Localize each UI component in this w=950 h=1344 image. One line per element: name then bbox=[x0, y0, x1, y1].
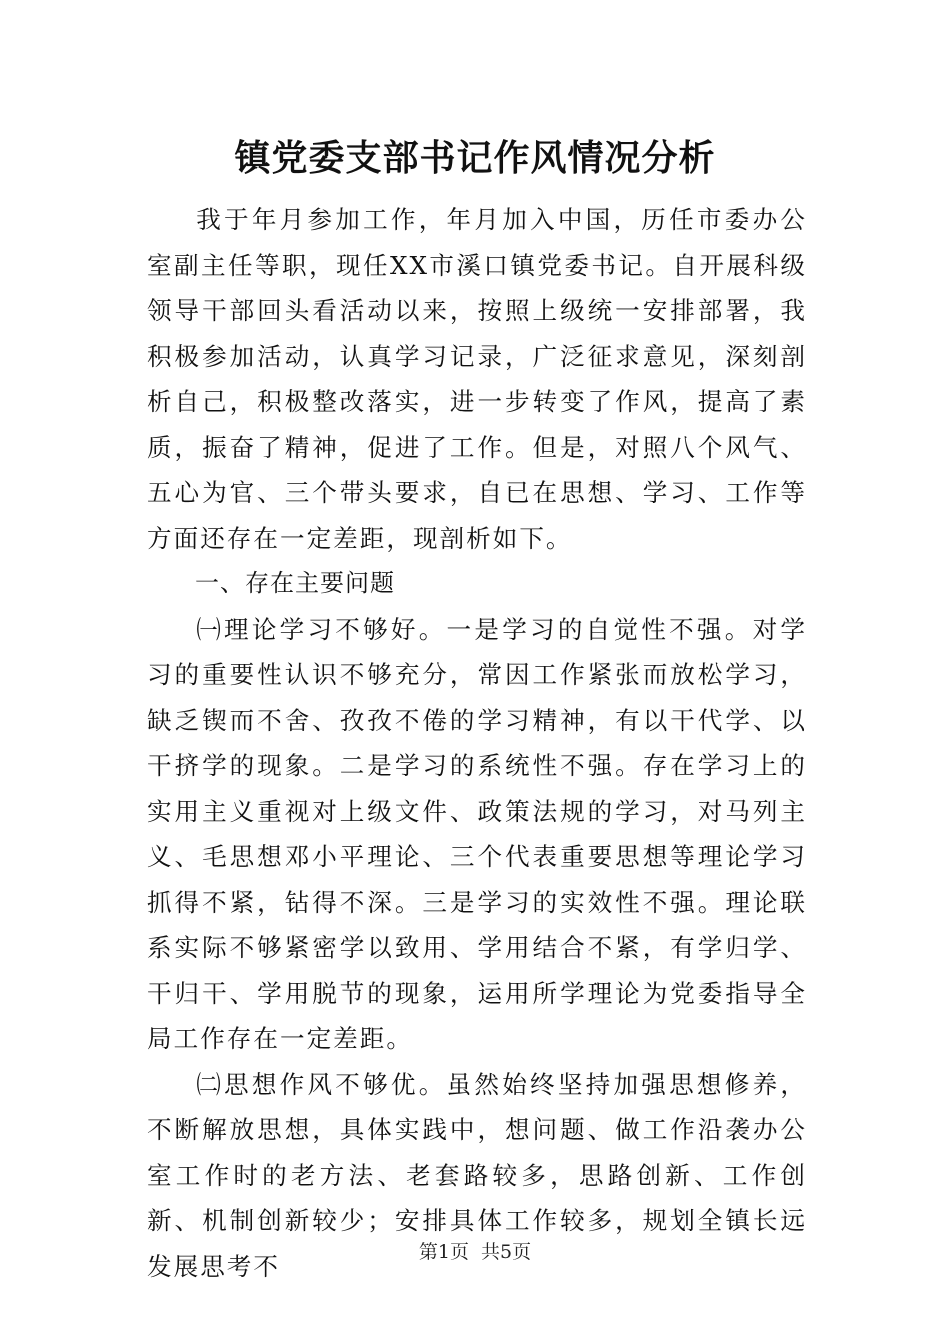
intro-paragraph: 我于年月参加工作，年月加入中国，历任市委办公室副主任等职，现任XX市溪口镇党委书记。自开展科级领导干部回头看活动以来，按照上级统一安排部署，我积极参加活动，认真学习记录，广泛征求意见，深刻剖析自己，积极整改落实，进一步转变了作风，提高了素质，振奋了精神，促进了工作。但是，对照八个风气、五心为官、三个带头要求，自已在思想、学习、工作等方面还存在一定差距，现剖析如下。 bbox=[147, 205, 807, 553]
page-number: 第1页 bbox=[418, 1241, 469, 1263]
paragraph-thinking-style: ㈡思想作风不够优。虽然始终坚持加强思想修养，不断解放思想，具体实践中，想问题、做工作沿袭办公室工作时的老方法、老套路较多，思路创新、工作创新、机制创新较少；安排具体工作较多，规划全镇长远发展思考不 bbox=[147, 1069, 807, 1281]
document-title: 镇党委支部书记作风情况分析 bbox=[234, 137, 716, 179]
section-heading: 一、存在主要问题 bbox=[195, 569, 395, 597]
page-total: 共5页 bbox=[481, 1241, 532, 1263]
page-footer bbox=[0, 1238, 950, 1266]
document-body bbox=[147, 197, 807, 1289]
paragraph-theory-study: ㈠理论学习不够好。一是学习的自觉性不强。对学习的重要性认识不够充分，常因工作紧张而放松学习，缺乏锲而不舍、孜孜不倦的学习精神，有以干代学、以干挤学的现象。二是学习的系统性不强。存在学习上的实用主义重视对上级文件、政策法规的学习，对马列主义、毛思想邓小平理论、三个代表重要思想等理论学习抓得不紧，钻得不深。三是学习的实效性不强。理论联系实际不够紧密学以致用、学用结合不紧，有学归学、干归干、学用脱节的现象，运用所学理论为党委指导全局工作存在一定差距。 bbox=[147, 614, 807, 1053]
